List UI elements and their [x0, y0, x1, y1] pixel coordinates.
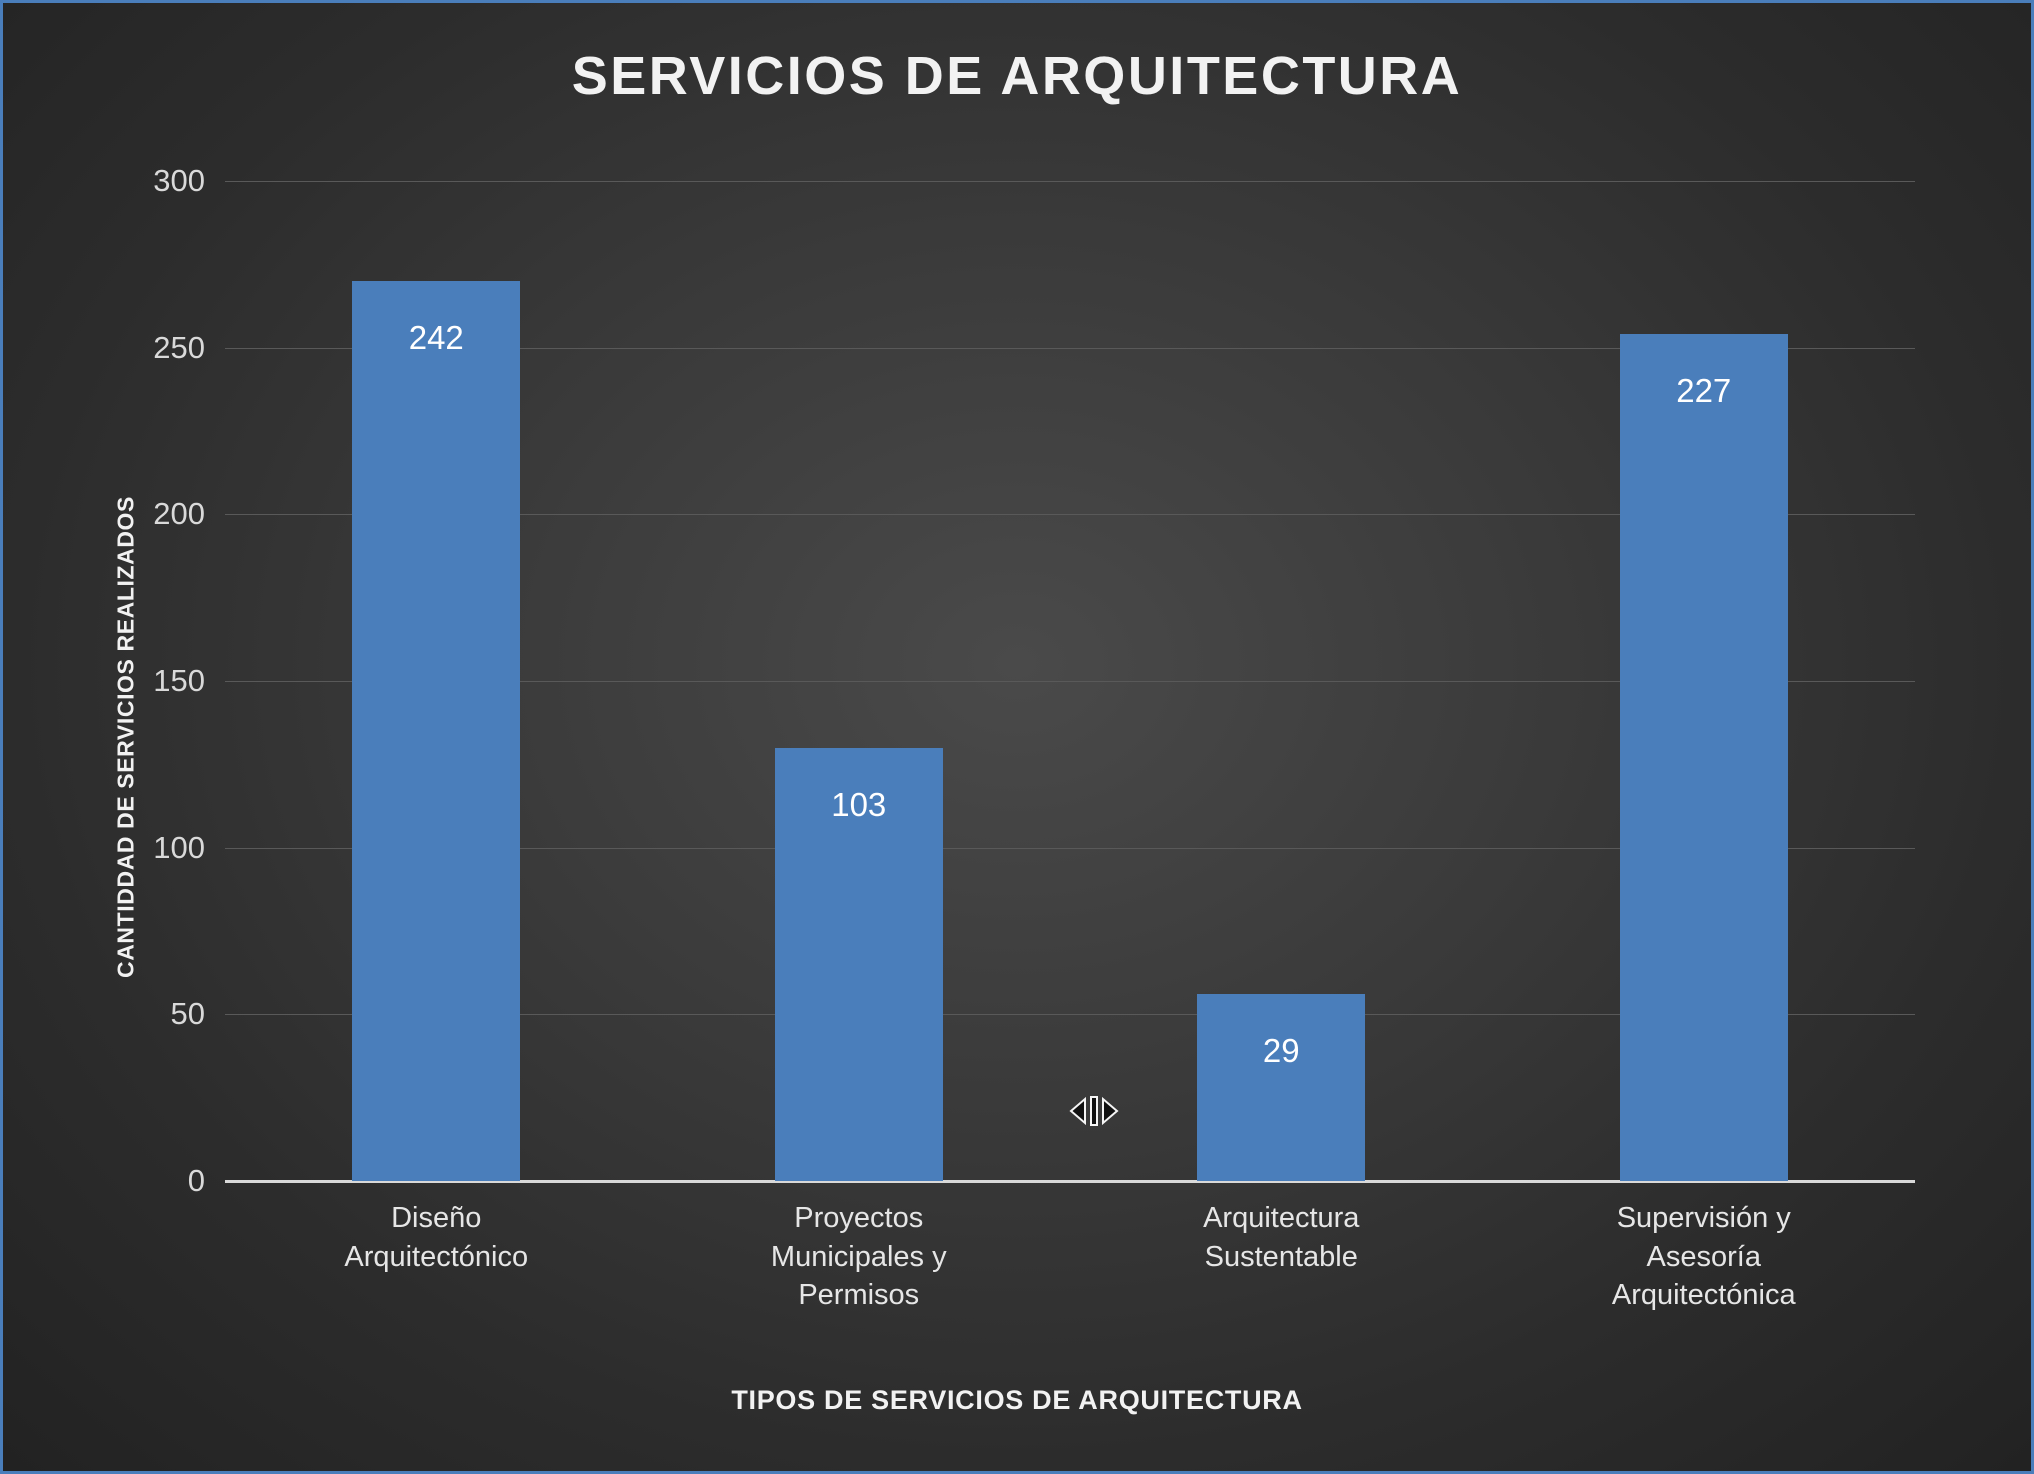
bar[interactable]: [1197, 994, 1365, 1181]
x-axis-title: TIPOS DE SERVICIOS DE ARQUITECTURA: [731, 1385, 1303, 1415]
bar-value-label: 103: [831, 785, 887, 823]
bar[interactable]: [352, 281, 520, 1181]
x-axis-category-label: Proyectos Municipales y Permisos: [770, 1202, 947, 1312]
bar[interactable]: [1620, 334, 1788, 1181]
x-axis-category-label: Arquitectura Sustentable: [1203, 1202, 1360, 1273]
bar-value-label: 227: [1676, 372, 1732, 410]
y-axis-tick-label: 100: [153, 829, 205, 865]
y-axis-tick-label: 300: [153, 163, 205, 198]
plot-area: [153, 163, 1915, 1198]
x-axis-category-label: Supervisión y Asesoría Arquitectónica: [1611, 1202, 1796, 1312]
bar-value-label: 29: [1262, 1032, 1300, 1070]
y-axis-tick-label: 50: [170, 996, 205, 1032]
y-axis-tick-label: 250: [153, 329, 205, 365]
y-axis-tick-label: 150: [153, 663, 205, 698]
y-axis-tick-label: 200: [153, 496, 205, 532]
y-axis-tick-label: 0: [187, 1163, 205, 1198]
gridline: [225, 181, 1915, 182]
x-axis-category-label: Diseño Arquitectónico: [344, 1202, 529, 1273]
chart-title: SERVICIOS DE ARQUITECTURA: [571, 46, 1463, 106]
y-axis-title: CANTIDDAD DE SERVICIOS REALIZADOS: [112, 496, 139, 978]
bar-value-label: 242: [408, 319, 464, 356]
